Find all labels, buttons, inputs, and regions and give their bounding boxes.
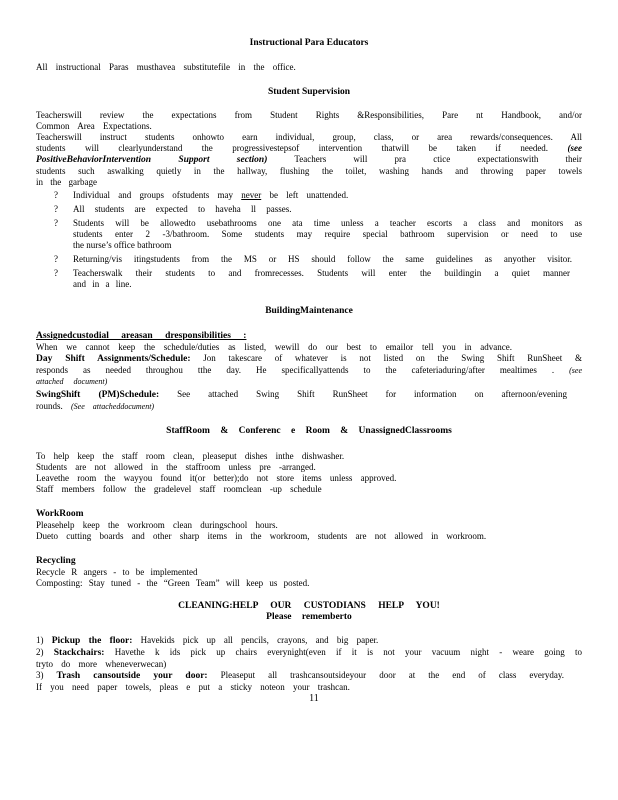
- assigned-areas-heading: Assignedcustodial areasan dresponsibilities :: [36, 331, 247, 341]
- recycling-heading: Recycling: [36, 556, 76, 566]
- maintenance-line: SwingShift (PM)Schedule: See attached Swing Shift RunSheet for information on afternoon/evening: [36, 389, 567, 400]
- student-supervision-section: [36, 110, 582, 290]
- bullet-icon: ?: [54, 268, 58, 278]
- supervision-emphasis: (see: [567, 143, 583, 153]
- recycling-line: Composting: Stay tuned - the “Green Team” will keep us posted.: [36, 578, 310, 588]
- cleaning-item: 1) Pickup the floor: Havekids pick up all pencils, crayons, and big paper.: [36, 635, 379, 646]
- swing-shift-heading: SwingShift (PM)Schedule:: [36, 390, 160, 400]
- supervision-line: [36, 154, 582, 166]
- maintenance-line: responds as needed throughou tthe day. He specificallyattends to the cafeteriaduring/after mealtimes . (see: [36, 365, 582, 375]
- list-item-text: the nurse’s office bathroom: [73, 240, 172, 250]
- list-item: [36, 204, 582, 215]
- work-room-section: [36, 520, 582, 542]
- supervision-text: students will clearlyunderstand the progressivestepsof intervention thatwill be taken if needed.: [36, 143, 549, 153]
- supervision-line: Common Area Expectations.: [36, 121, 152, 131]
- bullet-icon: ?: [54, 190, 58, 200]
- list-item: [36, 190, 582, 201]
- list-item-text: students enter 2 -3/bathroom. Some students may require special bathroom supervision or need to use: [73, 229, 582, 239]
- staff-room-line: Staff members follow the gradelevel staff roomclean -up schedule: [36, 484, 322, 494]
- cleaning-item: 2) Stackchairs: Havethe k ids pick up chairs everynight(even if it is not your vacuum night - weare going to: [36, 647, 583, 658]
- bullet-icon: ?: [54, 204, 58, 214]
- recycling-line: Recycle R angers - to be implemented: [36, 567, 198, 577]
- list-item: [36, 218, 582, 251]
- staff-room-line: To help keep the staff room clean, pleaseput dishes inthe dishwasher.: [36, 451, 345, 461]
- maintenance-line: rounds. (See attacheddocument): [36, 401, 155, 411]
- list-item-text: Teacherswalk their students to and fromrecesses. Students will enter the buildingin a quiet manner: [73, 268, 570, 278]
- staff-room-line: Students are not allowed in the staffroom unless pre -arranged.: [36, 462, 316, 472]
- supervision-line: Teacherswill review the expectations from Student Rights &Responsibilities, Pare nt Handbook, and/or: [36, 110, 582, 120]
- cleaning-subheading: Please rememberto: [266, 612, 352, 622]
- cleaning-item: 3) Trash cansoutside your door: Pleaseput all trashcansoutsideyour door at the end of class everyday.: [36, 670, 565, 681]
- document-page: [36, 36, 582, 704]
- cleaning-item-continued: If you need paper towels, pleas e put a sticky noteon your trashcan.: [36, 682, 350, 692]
- work-room-line: Dueto cutting boards and other sharp items in the workroom, students are not allowed in workroom.: [36, 531, 487, 541]
- supervision-emphasis: PositiveBehaviorIntervention Support section): [36, 155, 268, 165]
- supervision-line: students such aswalking quietly in the hallway, flushing the toilet, washing hands and throwing paper towels: [36, 166, 582, 176]
- cleaning-section: [36, 635, 582, 693]
- list-item-text: Individual and groups ofstudents may never be left unattended.: [73, 190, 349, 200]
- supervision-line: Teacherswill instruct students onhowto earn individual, group, class, or area rewards/consequences. All: [36, 132, 582, 142]
- page-number: 11: [309, 693, 319, 704]
- work-room-line: Pleasehelp keep the workroom clean duringschool hours.: [36, 520, 278, 530]
- para-educators-body: All instructional Paras musthavea substitutefile in the office.: [36, 62, 296, 72]
- list-item: [36, 254, 582, 265]
- maintenance-line: attached document): [36, 377, 108, 386]
- building-maintenance-section: [36, 331, 582, 412]
- bullet-icon: ?: [54, 218, 58, 228]
- maintenance-line: Day Shift Assignments/Schedule: Jon takescare of whatever is not listed on the Swing Shift RunSheet &: [36, 353, 582, 364]
- building-maintenance-heading: BuildingMaintenance: [265, 306, 353, 316]
- maintenance-line: When we cannot keep the schedule/duties as listed, wewill do our best to emailor tell you in advance.: [36, 342, 512, 352]
- list-item-text: Returning/vis itingstudents from the MS or HS should follow the same guidelines as anyother visitor.: [73, 254, 572, 264]
- staff-room-line: Leavethe room the wayyou found it(or better);do not store items unless approved.: [36, 473, 397, 483]
- list-item: [36, 268, 582, 290]
- staff-room-section: [36, 451, 582, 495]
- list-item-text: All students are expected to haveha ll passes.: [73, 204, 292, 214]
- day-shift-heading: Day Shift Assignments/Schedule:: [36, 354, 191, 364]
- list-item-text: and in a line.: [73, 279, 132, 289]
- cleaning-heading: CLEANING:HELP OUR CUSTODIANS HELP YOU!: [178, 601, 440, 611]
- staff-room-heading: StaffRoom & Conferenc e Room & UnassignedClassrooms: [166, 426, 452, 436]
- list-item-text: Students will be allowedto usebathrooms one ata time unless a teacher escorts a class and monitors as: [73, 218, 582, 228]
- para-educators-heading: Instructional Para Educators: [249, 38, 369, 48]
- cleaning-item-continued: tryto do more wheneverwecan): [36, 659, 167, 669]
- recycling-section: [36, 567, 582, 589]
- supervision-line: in the garbage: [36, 177, 97, 187]
- supervision-text: Teachers will pra ctice expectationswith their: [294, 154, 582, 164]
- supervision-line: [36, 143, 582, 154]
- bullet-icon: ?: [54, 254, 58, 264]
- work-room-heading: WorkRoom: [36, 509, 84, 519]
- emphasis-underline: never: [241, 190, 262, 200]
- student-supervision-heading: Student Supervision: [267, 87, 351, 97]
